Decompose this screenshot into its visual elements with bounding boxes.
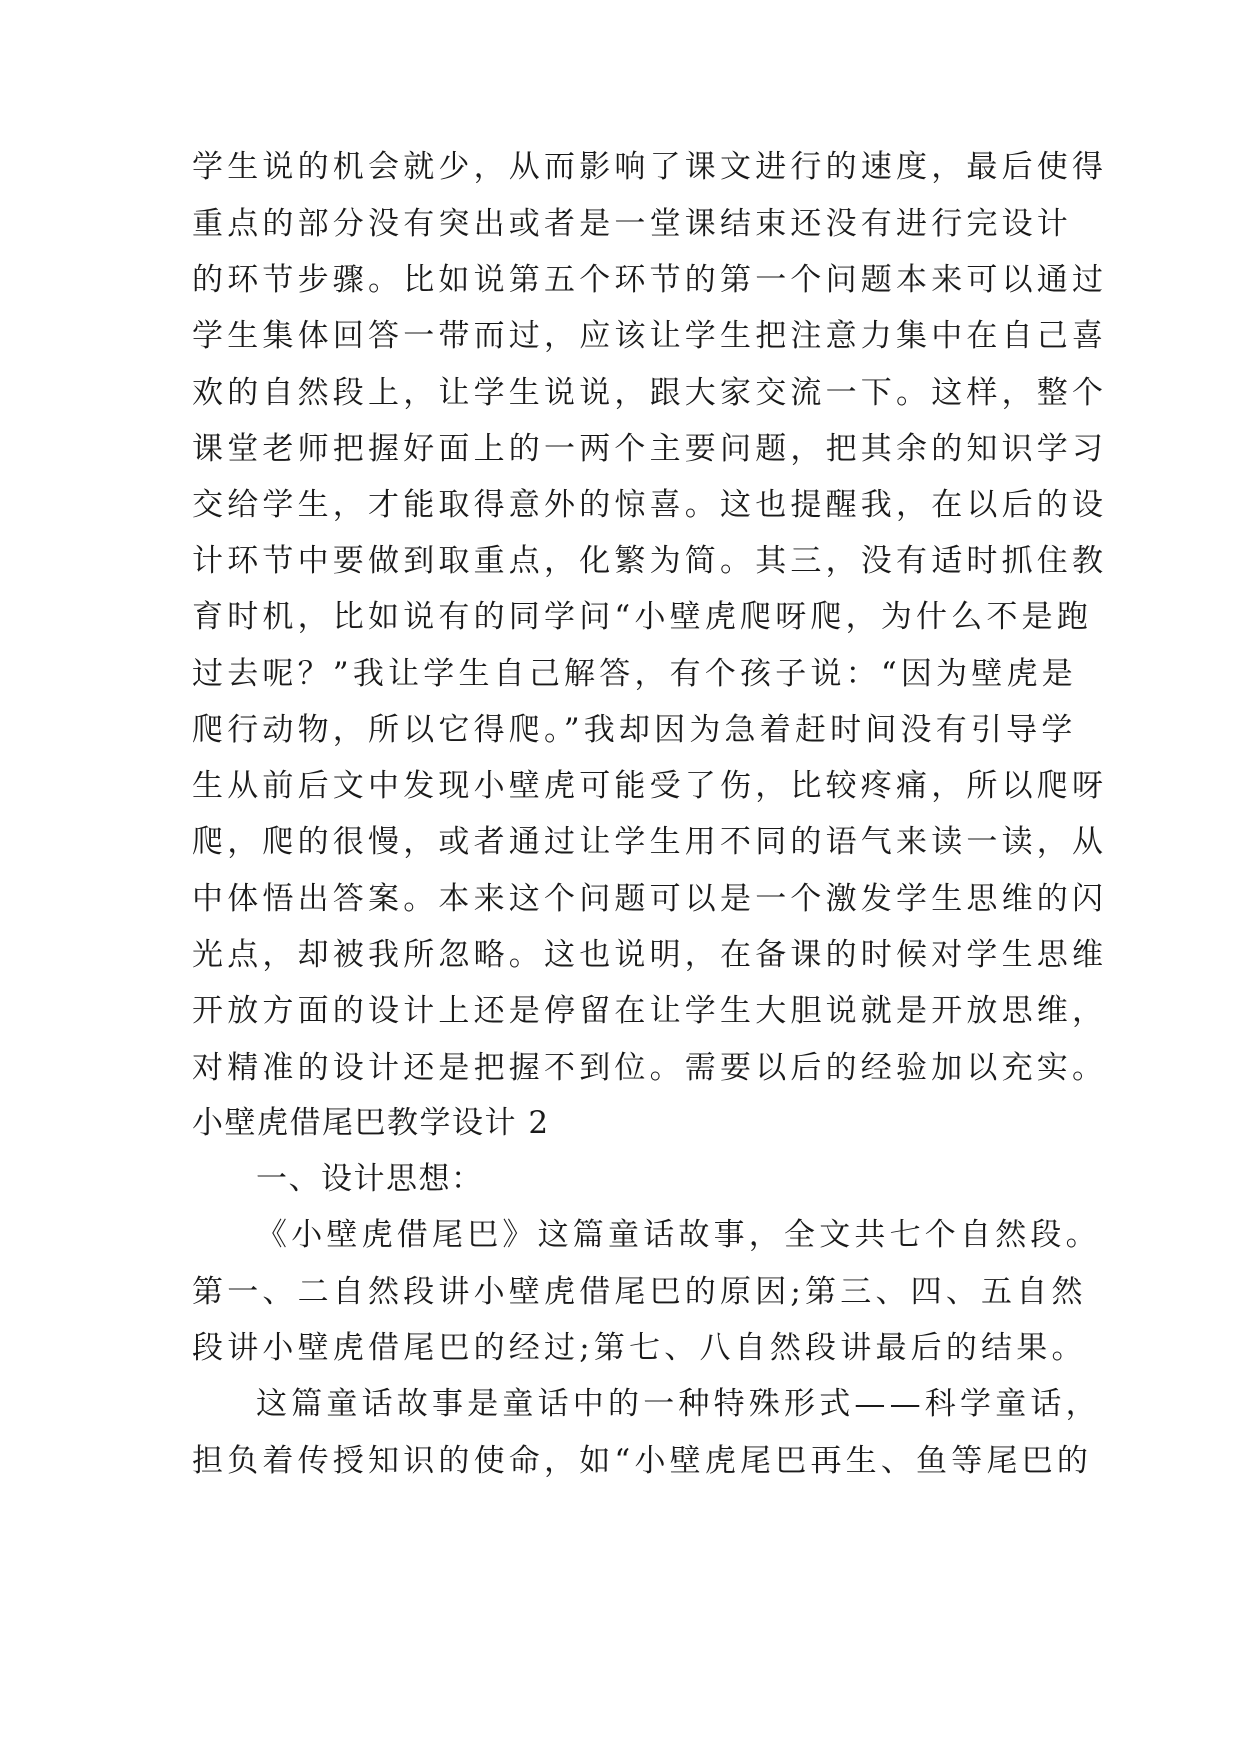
body-line: 学生说的机会就少，从而影响了课文进行的速度，最后使得 (192, 149, 1108, 185)
body-line: 爬，爬的很慢，或者通过让学生用不同的语气来读一读，从 (192, 824, 1108, 860)
body-line: 段讲小壁虎借尾巴的经过;第七、八自然段讲最后的结果。 (192, 1330, 1087, 1366)
body-line: 生从前后文中发现小壁虎可能受了伤，比较疼痛，所以爬呀 (192, 768, 1108, 804)
body-line: 计环节中要做到取重点，化繁为简。其三，没有适时抓住教 (192, 543, 1108, 579)
body-line: 欢的自然段上，让学生说说，跟大家交流一下。这样，整个 (192, 375, 1108, 411)
body-line: 交给学生，才能取得意外的惊喜。这也提醒我，在以后的设 (192, 487, 1108, 523)
body-line: 担负着传授知识的使命，如“小壁虎尾巴再生、鱼等尾巴的 (192, 1443, 1093, 1479)
body-line: 第一、二自然段讲小壁虎借尾巴的原因;第三、四、五自然 (192, 1274, 1087, 1310)
body-line: 对精准的设计还是把握不到位。需要以后的经验加以充实。 (192, 1050, 1108, 1086)
body-line: 的环节步骤。比如说第五个环节的第一个问题本来可以通过 (192, 262, 1108, 298)
body-line: 重点的部分没有突出或者是一堂课结束还没有进行完设计 (192, 206, 1072, 242)
body-line: 中体悟出答案。本来这个问题可以是一个激发学生思维的闪 (192, 881, 1108, 917)
body-line: 《小壁虎借尾巴》这篇童话故事，全文共七个自然段。 (256, 1217, 1101, 1253)
section-heading: 一、设计思想： (256, 1161, 484, 1197)
body-line: 这篇童话故事是童话中的一种特殊形式——科学童话， (256, 1386, 1101, 1422)
document-title: 小壁虎借尾巴教学设计 2 (192, 1105, 550, 1141)
body-line: 学生集体回答一带而过，应该让学生把注意力集中在自己喜 (192, 318, 1108, 354)
body-line: 爬行动物，所以它得爬。”我却因为急着赶时间没有引导学 (192, 712, 1077, 748)
body-line: 光点，却被我所忽略。这也说明，在备课的时候对学生思维 (192, 937, 1108, 973)
body-line: 开放方面的设计上还是停留在让学生大胆说就是开放思维， (192, 993, 1108, 1029)
body-line: 课堂老师把握好面上的一两个主要问题，把其余的知识学习 (192, 431, 1108, 467)
body-line: 育时机，比如说有的同学问“小壁虎爬呀爬，为什么不是跑 (192, 599, 1093, 635)
body-line: 过去呢？”我让学生自己解答，有个孩子说：“因为壁虎是 (192, 656, 1077, 692)
